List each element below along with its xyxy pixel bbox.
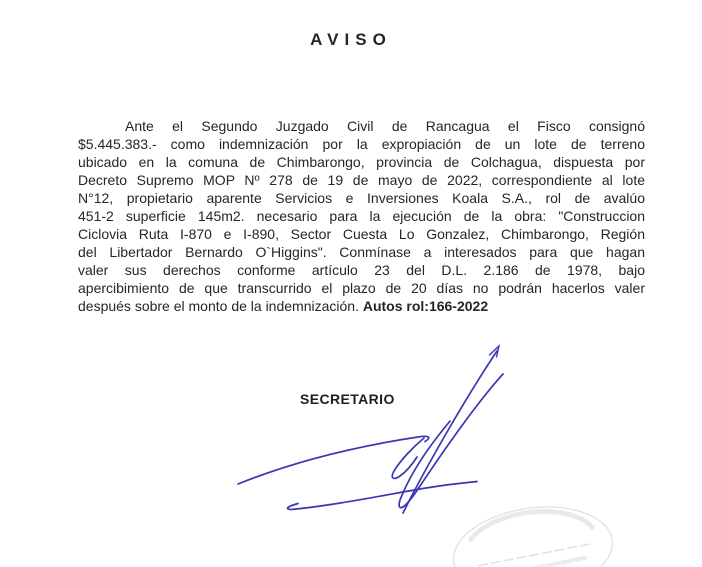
paragraph-line: N°12, propietario aparente Servicios e Inversiones Koala S.A., rol de avalúo [78, 190, 645, 206]
page-title: AVISO [310, 30, 392, 49]
signatory-title: SECRETARIO [300, 391, 395, 407]
signature-stroke [392, 438, 424, 478]
signature-stroke [399, 421, 450, 508]
paragraph-line: $5.445.383.- como indemnización por la expropiación de un lote de terreno [78, 136, 645, 152]
stamp-outline [448, 497, 618, 567]
paragraph-line: Ciclovia Ruta I-870 e I-890, Sector Cuesta Lo Gonzalez, Chimbarongo, Región [78, 226, 645, 242]
paragraph-line: Decreto Supremo MOP Nº 278 de 19 de mayo de 2022, correspondiente al lote [78, 172, 645, 188]
stamp-arc-text [468, 504, 592, 545]
paragraph-line: del Libertador Bernardo O`Higgins". Conmínase a interesados para que hagan [78, 244, 645, 260]
court-stamp-icon [448, 497, 618, 567]
paragraph-line: Ante el Segundo Juzgado Civil de Rancagua el Fisco consignó [125, 118, 645, 134]
paragraph-line: ubicado en la comuna de Chimbarongo, provincia de Colchagua, dispuesta por [78, 154, 645, 170]
stamp-inner-text-line [485, 558, 587, 567]
paragraph-last-line [78, 297, 645, 315]
paragraph-last-line-text: después sobre el monto de la indemnización. [78, 298, 363, 314]
case-number: Autos rol:166-2022 [362, 298, 489, 314]
stamp-inner-line [478, 544, 592, 566]
signature-arrow-tip [490, 346, 500, 357]
signature-icon [238, 346, 503, 513]
paragraph-line: apercibimiento de que transcurrido el plazo de 20 días no podrán hacerlos valer [78, 280, 645, 296]
signature-stroke [238, 436, 429, 484]
notice-paragraph [78, 117, 645, 315]
paragraph-line: valer sus derechos conforme artículo 23 del D.L. 2.186 de 1978, bajo [78, 262, 645, 278]
paragraph-line: 451-2 superficie 145m2. necesario para la ejecución de la obra: "Construccion [78, 208, 645, 224]
signature-stroke [403, 351, 497, 513]
signature-stroke [287, 482, 477, 510]
signature-stroke [403, 374, 503, 507]
